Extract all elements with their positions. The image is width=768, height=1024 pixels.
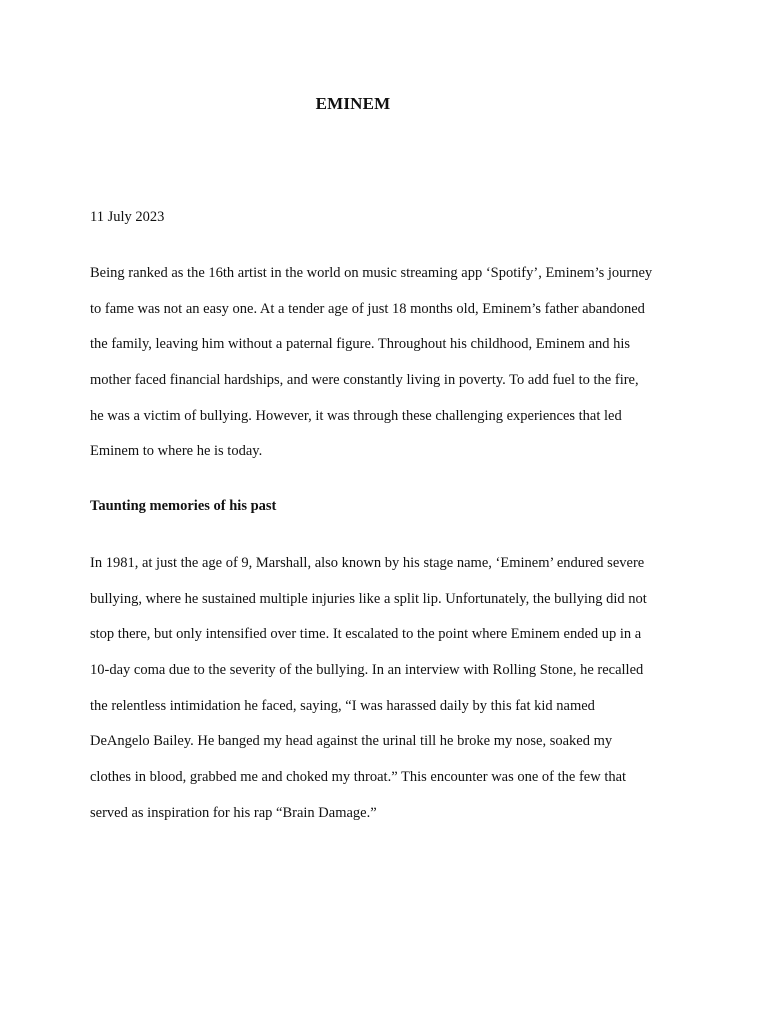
paragraph-line: bullying, where he sustained multiple injuries like a split lip. Unfortunately, the bullying did not: [90, 590, 647, 607]
document-title: EMINEM: [315, 94, 391, 113]
paragraph-line: stop there, but only intensified over time. It escalated to the point where Eminem ended up in a: [90, 626, 642, 643]
document-date: 11 July 2023: [90, 209, 165, 225]
paragraph-line: he was a victim of bullying. However, it was through these challenging experiences that led: [90, 407, 622, 424]
paragraph-line: the family, leaving him without a paternal figure. Throughout his childhood, Eminem and his: [90, 336, 631, 353]
paragraph-line: Being ranked as the 16th artist in the world on music streaming app ‘Spotify’, Eminem’s journey: [90, 265, 653, 281]
paragraph-line: the relentless intimidation he faced, saying, “I was harassed daily by this fat kid named: [90, 697, 595, 714]
paragraph-line: mother faced financial hardships, and were constantly living in poverty. To add fuel to the fire,: [90, 372, 639, 389]
paragraph-line: served as inspiration for his rap “Brain Damage.”: [90, 804, 377, 821]
paragraph-line: 10-day coma due to the severity of the bullying. In an interview with Rolling Stone, he recalled: [90, 662, 644, 679]
paragraph-line: In 1981, at just the age of 9, Marshall, also known by his stage name, ‘Eminem’ endured severe: [90, 555, 645, 571]
section-heading: Taunting memories of his past: [90, 498, 277, 514]
intro-paragraph: [90, 263, 682, 477]
paragraph-line: to fame was not an easy one. At a tender age of just 18 months old, Eminem’s father abandoned: [90, 300, 645, 317]
paragraph-line: Eminem to where he is today.: [90, 443, 263, 460]
section-paragraph: [90, 553, 682, 839]
paragraph-line: DeAngelo Bailey. He banged my head against the urinal till he broke my nose, soaked my: [90, 733, 613, 750]
paragraph-line: clothes in blood, grabbed me and choked my throat.” This encounter was one of the few that: [90, 769, 627, 786]
